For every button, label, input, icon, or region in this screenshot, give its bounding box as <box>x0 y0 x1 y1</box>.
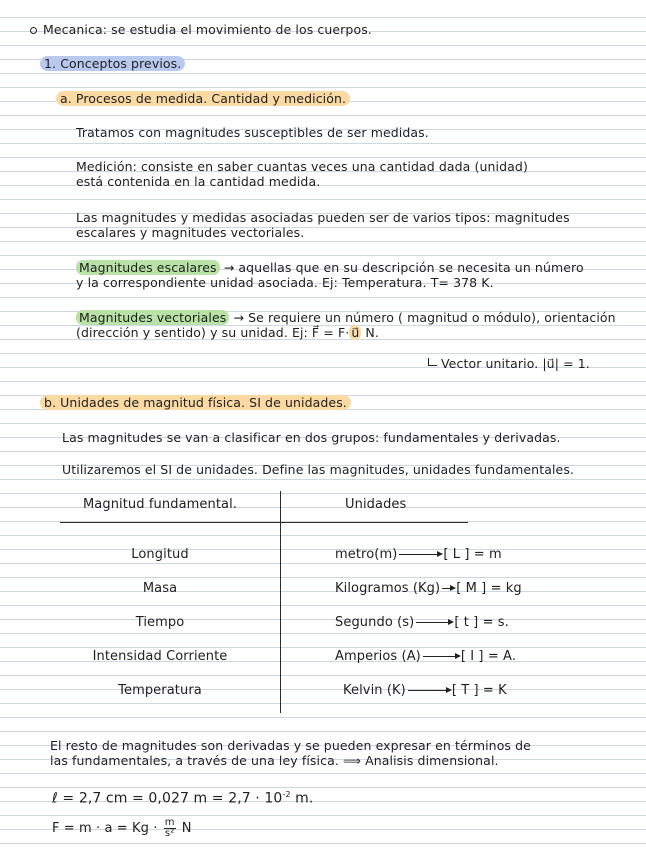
table-row-unit: metro(m) [ L ] = m <box>335 547 502 562</box>
subsection-a-title: a. Procesos de medida. Cantidad y medición. <box>56 91 350 106</box>
table-row-name: Intensidad Corriente <box>92 649 228 664</box>
unit-vector-note: Vector unitario. |u⃗| = 1. <box>428 356 590 372</box>
bullet-icon <box>30 27 37 34</box>
table-row-unit: Kilogramos (Kg) [ M ] = kg <box>335 581 522 596</box>
table-row-unit: Segundo (s) [ t ] = s. <box>335 615 509 630</box>
paragraph-5: Utilizaremos el SI de unidades. Define las magnitudes, unidades fundamentales. <box>62 462 575 477</box>
title-line: Mecanica: se estudia el movimiento de los cuerpos. <box>30 22 372 38</box>
table-row-name: Temperatura <box>118 683 202 698</box>
arrow-icon <box>416 622 452 623</box>
scalar-line-2: y la correspondiente unidad asociada. Ej: Temperatura. T= 378 K. <box>76 275 494 290</box>
vector-line-1: Magnitudes vectoriales → Se requiere un número ( magnitud o módulo), orientación <box>76 310 616 326</box>
table-row-unit: Kelvin (K) [ T ] = K <box>343 683 507 698</box>
paragraph-4: Las magnitudes se van a clasificar en dos grupos: fundamentales y derivadas. <box>62 430 561 445</box>
paragraph-2-line-2: está contenida en la cantidad medida. <box>76 174 321 189</box>
subsection-b-heading <box>40 395 351 411</box>
table-row-name: Longitud <box>131 547 189 562</box>
hook-arrow-icon <box>428 358 437 366</box>
scalar-term: Magnitudes escalares <box>76 260 220 275</box>
equation-force: F = m · a = Kg · $\frac{m}{\text{s²}}$ N <box>52 817 192 839</box>
paragraph-3-line-2: escalares y magnitudes vectoriales. <box>76 225 305 240</box>
equation-length: ℓ = 2,7 cm = 0,027 $m = 2,7 \cdot 10^{-2}$ m. <box>52 790 314 807</box>
table-row-name: Masa <box>142 581 178 596</box>
table-row-name: Tiempo <box>135 615 185 630</box>
vector-term: Magnitudes vectoriales <box>76 310 229 325</box>
paragraph-3-line-1: Las magnitudes y medidas asociadas pueden ser de varios tipos: magnitudes <box>76 210 570 225</box>
arrow-icon <box>442 588 454 589</box>
paragraph-6-line-1: El resto de magnitudes son derivadas y se pueden expresar en términos de <box>50 738 531 753</box>
arrow-icon <box>399 554 441 555</box>
table-row-unit: Amperios (A) [ I ] = A. <box>335 649 517 664</box>
arrow-icon <box>408 690 450 691</box>
table-divider-horizontal <box>60 522 468 523</box>
table-header-right: Unidades <box>345 497 407 512</box>
fraction: $\frac{m}{\text{s²}}$ <box>164 817 175 839</box>
vector-line-2: (dirección y sentido) y su unidad. Ej: F⃗ = F· u⃗ N. <box>76 325 379 340</box>
section-heading <box>40 56 185 72</box>
subsection-a-heading <box>56 91 350 107</box>
table-divider-vertical <box>280 491 281 713</box>
scalar-line-1: Magnitudes escalares → aquellas que en su descripción se necesita un número <box>76 260 584 276</box>
unit-vector-symbol: u⃗ <box>351 325 360 340</box>
section-title: 1. Conceptos previos. <box>40 56 185 71</box>
subsection-b-title: b. Unidades de magnitud física. SI de unidades. <box>40 395 351 410</box>
table-header-left: Magnitud fundamental. <box>82 497 238 512</box>
paragraph-2-line-1: Medición: consiste en saber cuantas veces una cantidad dada (unidad) <box>76 159 528 174</box>
arrow-icon <box>423 656 459 657</box>
paragraph-1: Tratamos con magnitudes susceptibles de ser medidas. <box>76 125 429 140</box>
paragraph-6-line-2: las fundamentales, a través de una ley física. ⟹ Analisis dimensional. <box>50 753 499 768</box>
